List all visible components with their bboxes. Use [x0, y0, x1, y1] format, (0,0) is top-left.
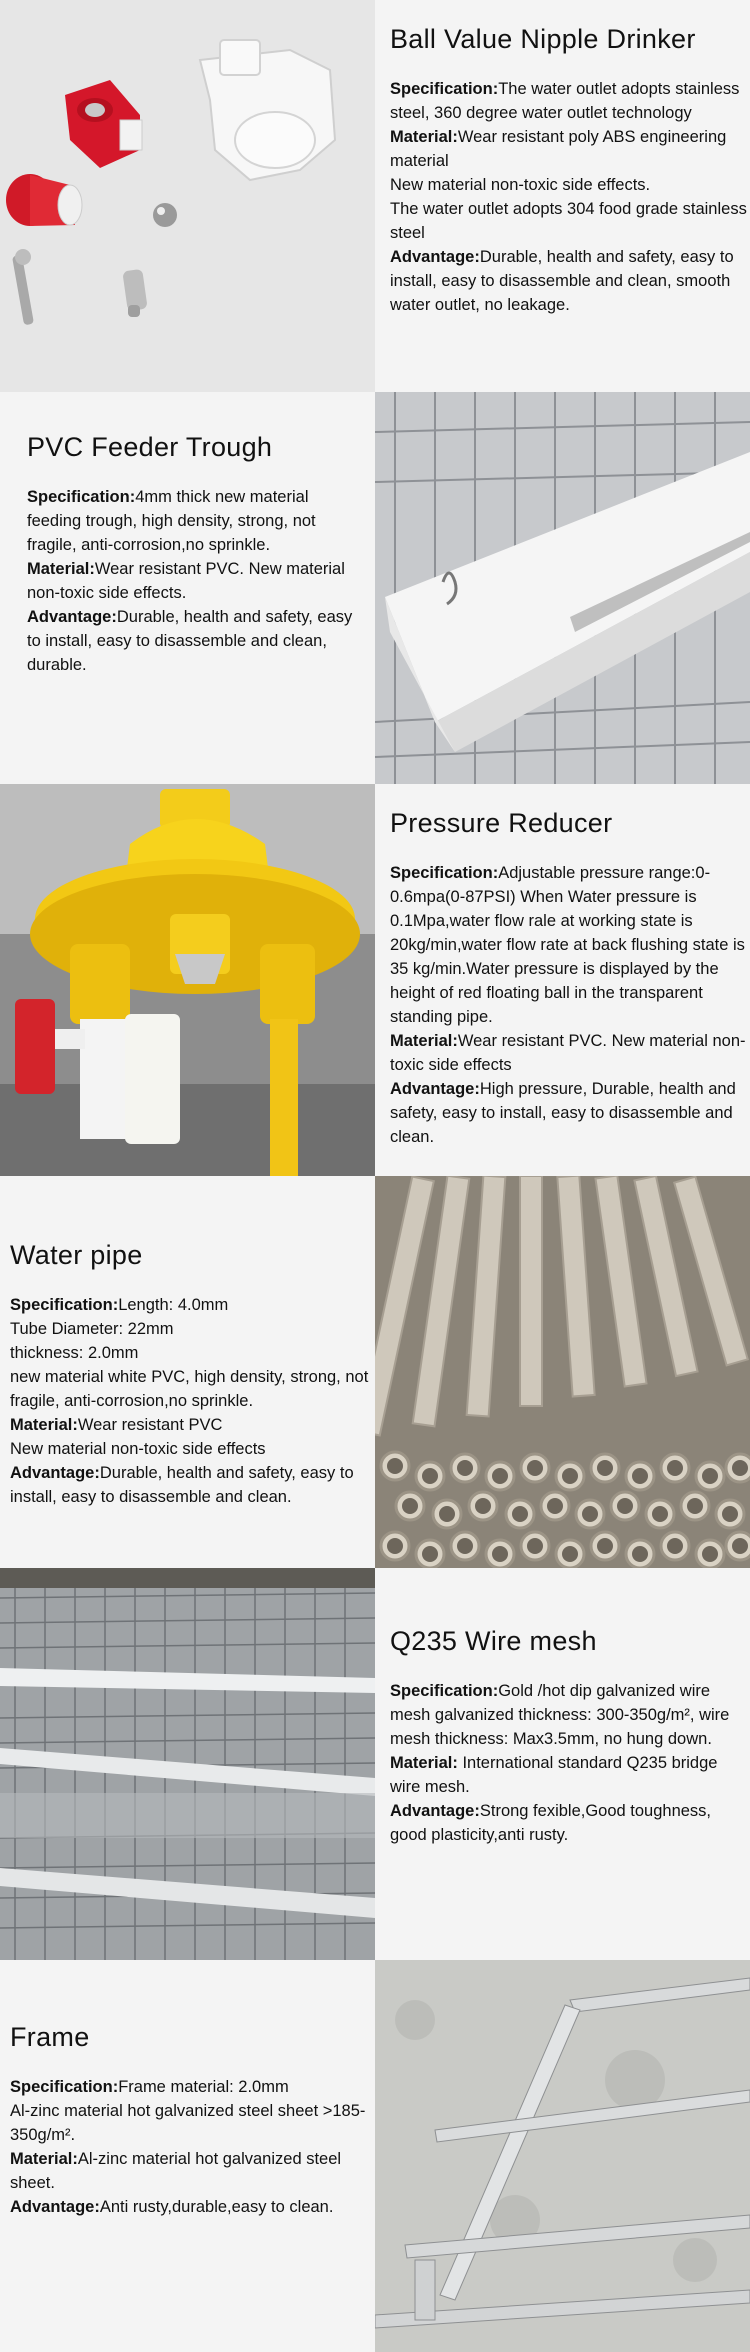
body-line: The water outlet adopts 304 food grade stainless steel: [390, 200, 747, 242]
section-title: Water pipe: [10, 1240, 143, 1270]
section-title: Q235 Wire mesh: [390, 1626, 597, 1656]
frame-photo: [375, 1960, 750, 2352]
pressure-reducer-text: [390, 808, 748, 1149]
nipple-drinker-illustration: [0, 0, 375, 392]
frame-text: [10, 2022, 370, 2219]
advantage-line: Advantage:High pressure, Durable, health and safety, easy to install, easy to disassemble and clean.: [390, 1080, 736, 1146]
wire-mesh-photo: [0, 1568, 375, 1960]
water-pipe-illustration: [375, 1176, 750, 1568]
section-title: Pressure Reducer: [390, 808, 613, 838]
spec-line: Specification:Gold /hot dip galvanized wire mesh galvanized thickness: 300-350g/m², wire mesh thickness: Max3.5mm, no hung down.: [390, 1682, 730, 1748]
spec-line: Specification:The water outlet adopts stainless steel, 360 degree water outlet technology: [390, 80, 740, 122]
nipple-drinker-photo: [0, 0, 375, 392]
body-line: Al-zinc material hot galvanized steel sheet >185-350g/m².: [10, 2102, 366, 2144]
spec-line: Specification:Length: 4.0mm: [10, 1296, 229, 1314]
pressure-reducer-photo: [0, 784, 375, 1176]
body-line: New material non-toxic side effects.: [390, 176, 651, 194]
section-nipple-drinker: [0, 0, 750, 392]
section-feeder-trough: [0, 392, 750, 784]
spec-line: Specification:Frame material: 2.0mm: [10, 2078, 289, 2096]
advantage-line: Advantage:Anti rusty,durable,easy to clean.: [10, 2198, 334, 2216]
water-pipe-text: [10, 1240, 370, 1509]
material-line: Material:Al-zinc material hot galvanized steel sheet.: [10, 2150, 342, 2192]
body-line: new material white PVC, high density, strong, not fragile, anti-corrosion,no sprinkle.: [10, 1368, 369, 1410]
wire-mesh-illustration: [0, 1568, 375, 1960]
material-line: Material:Wear resistant PVC. New material non-toxic side effects.: [27, 560, 345, 602]
material-line: Material: International standard Q235 bridge wire mesh.: [390, 1754, 718, 1796]
advantage-line: Advantage:Durable, health and safety, easy to install, easy to disassemble and clean, durable.: [27, 608, 353, 674]
pressure-reducer-illustration: [0, 784, 375, 1176]
feeder-trough-photo: [375, 392, 750, 784]
section-pressure-reducer: [0, 784, 750, 1176]
section-wire-mesh: [0, 1568, 750, 1960]
advantage-line: Advantage:Durable, health and safety, easy to install, easy to disassemble and clean.: [10, 1464, 354, 1506]
advantage-line: Advantage:Strong fexible,Good toughness, good plasticity,anti rusty.: [390, 1802, 712, 1844]
material-line: Material:Wear resistant poly ABS engineering material: [390, 128, 727, 170]
section-title: Frame: [10, 2022, 90, 2052]
wire-mesh-text: [390, 1626, 748, 1847]
nipple-drinker-text: [390, 24, 748, 317]
water-pipe-photo: [375, 1176, 750, 1568]
advantage-line: Advantage:Durable, health and safety, easy to install, easy to disassemble and clean, smooth water outlet, no leakage.: [390, 248, 734, 314]
material-line: Material:Wear resistant PVC. New material non-toxic side effects: [390, 1032, 746, 1074]
feeder-trough-text: [27, 432, 357, 677]
spec-line: Specification:Adjustable pressure range:0-0.6mpa(0-87PSI) When Water pressure is 0.1Mpa,water flow rale at working state is 20kg/min,water flow rate at back flushing state is 35 kg/min.Water pressure is displayed by the height of red floating ball in the transparent standing pipe.: [390, 864, 745, 1026]
section-title: Ball Value Nipple Drinker: [390, 24, 696, 54]
body-line: Tube Diameter: 22mm: [10, 1320, 174, 1338]
frame-illustration: [375, 1960, 750, 2352]
body-line: New material non-toxic side effects: [10, 1440, 266, 1458]
section-frame: [0, 1960, 750, 2352]
section-title: PVC Feeder Trough: [27, 432, 273, 462]
body-line: thickness: 2.0mm: [10, 1344, 139, 1362]
section-water-pipe: [0, 1176, 750, 1568]
spec-line: Specification:4mm thick new material feeding trough, high density, strong, not fragile, anti-corrosion,no sprinkle.: [27, 488, 316, 554]
material-line: Material:Wear resistant PVC: [10, 1416, 223, 1434]
feeder-trough-illustration: [375, 392, 750, 784]
